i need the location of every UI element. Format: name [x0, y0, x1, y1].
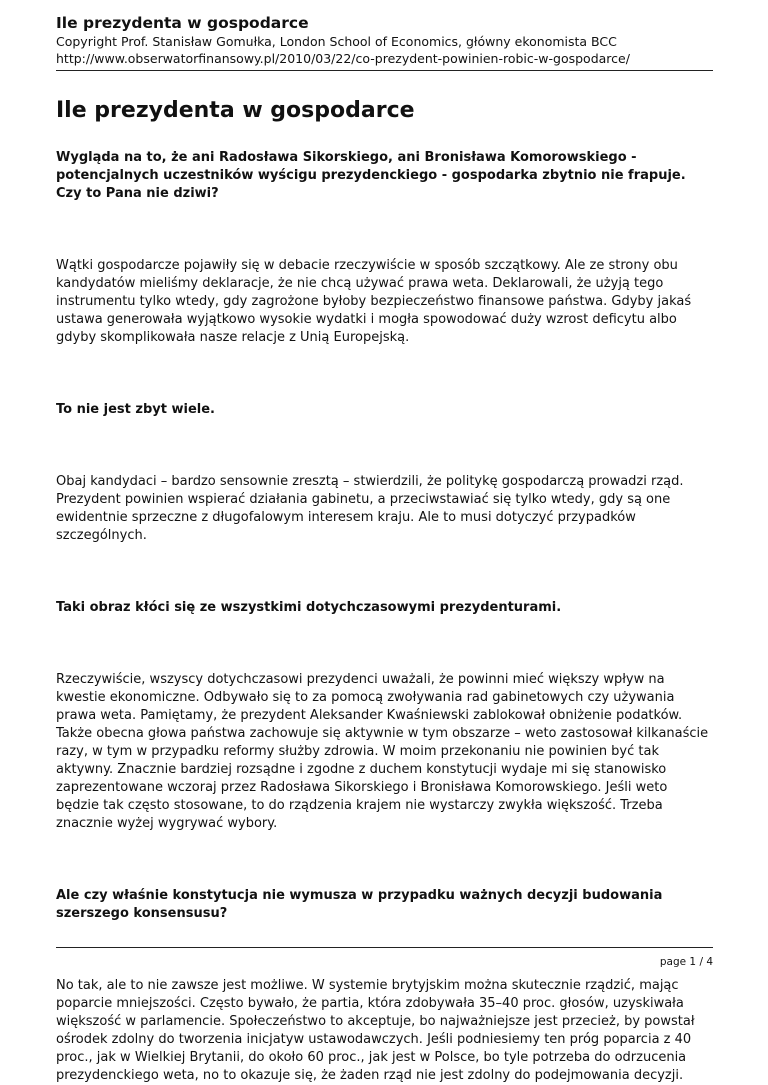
header-url[interactable]: http://www.obserwatorfinansowy.pl/2010/03/22/co-prezydent-powinien-robic-w-gospodarce/ [56, 51, 630, 66]
header-title: Ile prezydenta w gospodarce [56, 14, 309, 32]
question-2: To nie jest zbyt wiele. [56, 402, 215, 417]
page-number: page 1 / 4 [659, 956, 713, 968]
footer-divider [56, 947, 713, 948]
answer-3: Rzeczywiście, wszyscy dotychczasowi prezydenci uważali, że powinni mieć większy wpływ na kwestie ekonomiczne. Odbywało się to za pomocą zwoływania rad gabinetowych czy używania prawa weta. Pamiętamy, że prezydent Aleksander Kwaśniewski zablokował obniżenie podatków. Także obecna głowa państwa zachowuje się aktywnie w tym obszarze – weto zastosował kilkanaście razy, w tym w przypadku reformy służby zdrowia. W moim przekonaniu nie powinien być tak aktywny. Znacznie bardziej rozsądne i zgodne z duchem konstytucji wydaje mi się stanowisko zaprezentowane wczoraj przez Radosława Sikorskiego i Bronisława Komorowskiego. Jeśli weto będzie tak często stosowane, to do rządzenia krajem nie wystarczy zwykła większość. Trzeba znacznie wyżej wygrywać wybory. [56, 672, 709, 831]
answer-1: Wątki gospodarcze pojawiły się w debacie rzeczywiście w sposób szczątkowy. Ale ze strony obu kandydatów mieliśmy deklaracje, że nie chcą używać prawa weta. Deklarowali, że użyją tego instrumentu tylko wtedy, gdy zagrożone byłoby bezpieczeństwo finansowe państwa. Gdyby jakaś ustawa generowała wyjątkowo wysokie wydatki i mogła spowodować duży wzrost deficytu albo gdyby skomplikowała nasze relacje z Unią Europejską. [56, 258, 692, 345]
answer-2: Obaj kandydaci – bardzo sensownie zresztą – stwierdzili, że politykę gospodarczą prowadzi rząd. Prezydent powinien wspierać działania gabinetu, a przeciwstawiać się tylko wtedy, gdy są one ewidentnie sprzeczne z długofalowym interesem kraju. Ale to musi dotyczyć przypadków szczególnych. [56, 474, 684, 543]
document-footer [56, 947, 713, 968]
article-title: Ile prezydenta w gospodarce [56, 98, 415, 123]
page-content [56, 14, 713, 1085]
answer-4: No tak, ale to nie zawsze jest możliwe. W systemie brytyjskim można skutecznie rządzić, mając poparcie mniejszości. Często bywało, że partia, która zdobywała 35–40 proc. głosów, uzyskiwała większość w parlamencie. Społeczeństwo to akceptuje, bo najważniejsze jest przecież, by powstał ośrodek zdolny do tworzenia inicjatyw ustawodawczych. Jeśli podniesiemy ten próg poparcia z 40 proc., jak w Wielkiej Brytanii, do około 60 proc., jak jest w Polsce, bo tyle potrzeba do odrzucenia prezydenckiego weta, no to okazuje się, że żaden rząd nie jest zdolny do podejmowania decyzji. [56, 978, 695, 1083]
question-1: Wygląda na to, że ani Radosława Sikorskiego, ani Bronisława Komorowskiego - potencjalnych uczestników wyścigu prezydenckiego - gospodarka zbytnio nie frapuje. Czy to Pana nie dziwi? [56, 150, 686, 201]
document-header [56, 14, 713, 67]
header-copyright: Copyright Prof. Stanisław Gomułka, London School of Economics, główny ekonomista BCC [56, 34, 617, 49]
header-divider [56, 70, 713, 71]
question-4: Ale czy właśnie konstytucja nie wymusza w przypadku ważnych decyzji budowania szerszego konsensusu? [56, 888, 663, 921]
question-3: Taki obraz kłóci się ze wszystkimi dotychczasowymi prezydenturami. [56, 600, 562, 615]
